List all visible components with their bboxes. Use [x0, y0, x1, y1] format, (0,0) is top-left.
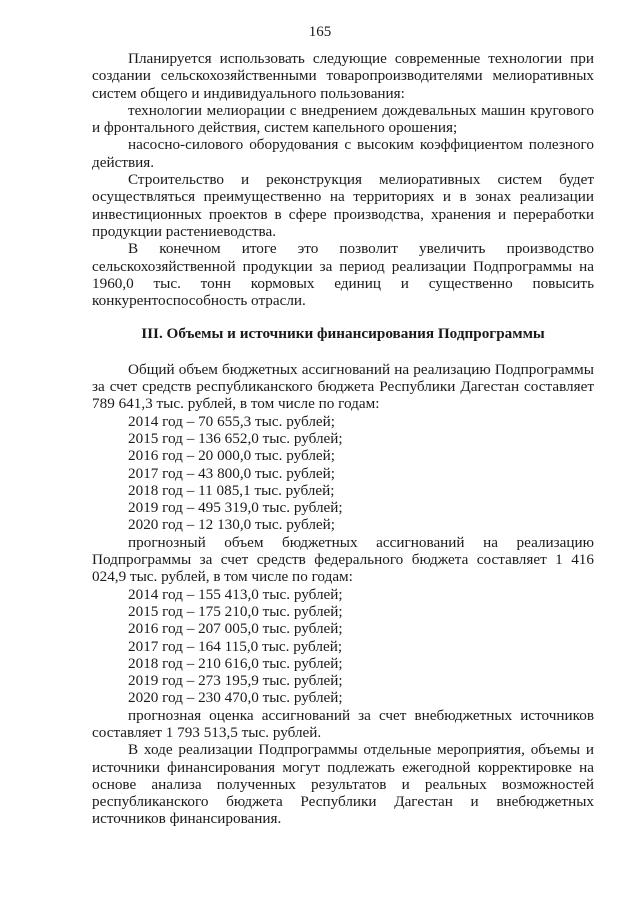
- list-item: 2014 год – 70 655,3 тыс. рублей;: [128, 412, 336, 430]
- list-item: 2017 год – 164 115,0 тыс. рублей;: [128, 637, 343, 655]
- list-item: 2018 год – 210 616,0 тыс. рублей;: [128, 654, 343, 672]
- list-item: 2019 год – 495 319,0 тыс. рублей;: [128, 499, 343, 517]
- paragraph-federal-budget: прогнозный объем бюджетных ассигнований на реализацию Подпрограммы за счет средств федерального бюджета составляет 1 416 024,9 тыс. рублей, в том числе по годам:: [92, 533, 594, 586]
- federal-years-list: [92, 586, 594, 707]
- paragraph-outcome: В конечном итоге это позволит увеличить производство сельскохозяйственной продукции за период реализации Подпрограммы на 1960,0 тыс. тонн кормовых единиц и существенно повысить конкурентоспособность отрасли.: [92, 240, 594, 310]
- paragraph-technologies-intro: Планируется использовать следующие современные технологии при создании сельскохозяйственными товаропроизводителями мелиоративных систем общего и индивидуального пользования:: [92, 50, 594, 102]
- list-item: 2015 год – 136 652,0 тыс. рублей;: [128, 429, 343, 447]
- list-item: 2018 год – 11 085,1 тыс. рублей;: [128, 481, 335, 499]
- list-item: 2020 год – 230 470,0 тыс. рублей;: [128, 689, 343, 707]
- paragraph-pump-equipment: насосно-силового оборудования с высоким коэффициентом полезного действия.: [92, 136, 594, 171]
- page-content: [92, 50, 594, 828]
- list-item: 2016 год – 20 000,0 тыс. рублей;: [128, 447, 336, 465]
- list-item: 2020 год – 12 130,0 тыс. рублей;: [128, 516, 336, 534]
- section-heading: III. Объемы и источники финансирования Подпрограммы: [141, 325, 545, 343]
- republican-years-list: [92, 413, 594, 534]
- paragraph-irrigation-tech: технологии мелиорации с внедрением дождевальных машин кругового и фронтального действия, систем капельного орошения;: [92, 101, 594, 137]
- paragraph-construction: Строительство и реконструкция мелиоративных систем будет осуществляться преимущественно на территориях и в зонах реализации инвестиционных проектов в сфере производства, хранения и переработки продукции растениеводства.: [92, 171, 594, 240]
- page-number: 165: [308, 24, 332, 40]
- list-item: 2016 год – 207 005,0 тыс. рублей;: [128, 620, 343, 638]
- list-item: 2014 год – 155 413,0 тыс. рублей;: [128, 585, 343, 603]
- paragraph-republican-budget: Общий объем бюджетных ассигнований на реализацию Подпрограммы за счет средств республиканского бюджета Республики Дагестан составляет 789 641,3 тыс. рублей, в том числе по годам:: [92, 360, 594, 413]
- paragraph-extrabudgetary: прогнозная оценка ассигнований за счет внебюджетных источников составляет 1 793 513,5 тыс. рублей.: [92, 706, 594, 741]
- paragraph-adjustments: В ходе реализации Подпрограммы отдельные мероприятия, объемы и источники финансирования могут подлежать ежегодной корректировке на основе анализа полученных результатов и реальных возможностей республиканского бюджета Республики Дагестан и внебюджетных источников финансирования.: [92, 741, 594, 828]
- list-item: 2017 год – 43 800,0 тыс. рублей;: [128, 464, 336, 482]
- list-item: 2015 год – 175 210,0 тыс. рублей;: [128, 602, 343, 620]
- list-item: 2019 год – 273 195,9 тыс. рублей;: [128, 672, 343, 690]
